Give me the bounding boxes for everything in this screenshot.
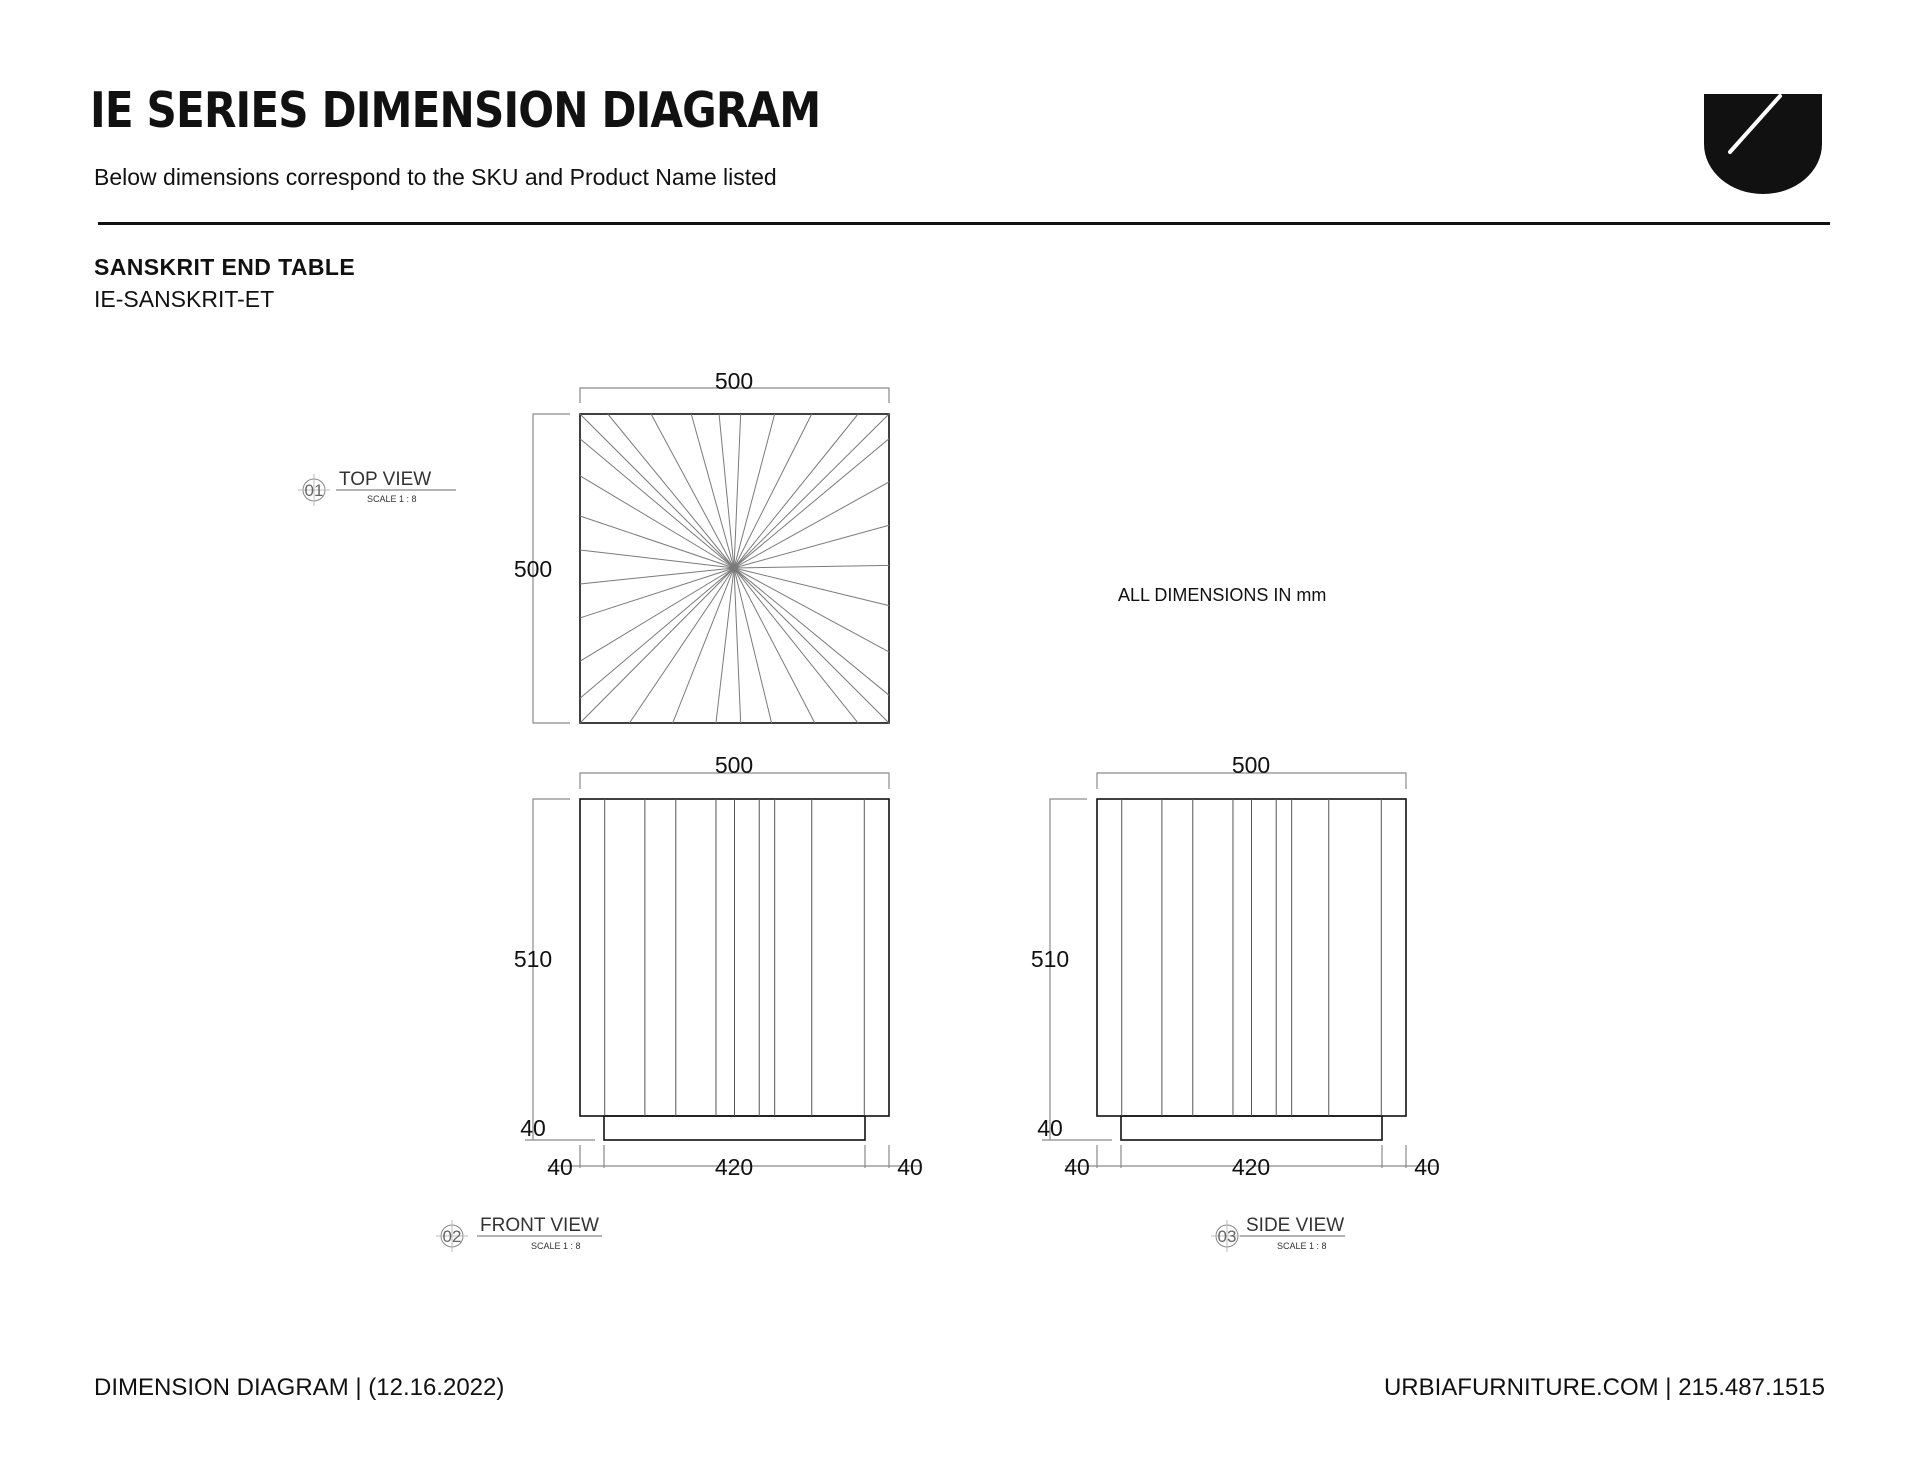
footer-document-info: DIMENSION DIAGRAM | (12.16.2022) [94, 1374, 505, 1401]
front-inset-left-label: 40 [547, 1154, 573, 1180]
side-base-outline [1121, 1116, 1382, 1140]
side-slats [1122, 799, 1382, 1116]
side-view-scale: SCALE 1 : 8 [1277, 1241, 1327, 1251]
sunburst-ray [608, 414, 734, 568]
side-base-width-label: 420 [1231, 1154, 1271, 1180]
page-subtitle: Below dimensions correspond to the SKU and Product Name listed [94, 164, 777, 190]
product-name: SANSKRIT END TABLE [94, 254, 356, 280]
front-height-label: 510 [513, 946, 553, 972]
sunburst-ray [734, 568, 815, 723]
front-base-width-dimension [547, 1145, 923, 1180]
sunburst-ray [734, 414, 812, 568]
sunburst-ray [691, 414, 734, 568]
sunburst-ray [580, 476, 734, 568]
footer-contact: URBIAFURNITURE.COM | 215.487.1515 [1383, 1374, 1825, 1401]
sunburst-ray [580, 414, 734, 568]
front-width-label: 500 [714, 752, 754, 778]
front-view-scale: SCALE 1 : 8 [531, 1241, 581, 1251]
side-inset-left-label: 40 [1064, 1154, 1090, 1180]
side-height-dimension [1031, 799, 1087, 1116]
sunburst-ray [580, 568, 734, 698]
sunburst-ray [734, 568, 889, 723]
front-inset-right-label: 40 [897, 1154, 923, 1180]
page-title: IE SERIES DIMENSION DIAGRAM [90, 82, 821, 139]
sunburst-ray [734, 568, 889, 652]
side-inset-right-label: 40 [1414, 1154, 1440, 1180]
top-view-marker [298, 469, 456, 506]
top-depth-label: 500 [513, 556, 553, 582]
side-width-dimension [1097, 752, 1406, 789]
front-base-height-dimension [520, 1115, 595, 1141]
sunburst-ray [734, 439, 889, 568]
front-base-height-label: 40 [520, 1115, 546, 1141]
side-view [1031, 752, 1440, 1252]
sunburst-ray [580, 516, 734, 568]
side-view-label: SIDE VIEW [1246, 1215, 1345, 1236]
sunburst-ray [734, 414, 889, 568]
product-sku: IE-SANSKRIT-ET [94, 286, 275, 312]
front-base-width-label: 420 [714, 1154, 754, 1180]
side-width-label: 500 [1231, 752, 1271, 778]
front-height-dimension [514, 799, 570, 1116]
front-width-dimension [580, 752, 889, 789]
top-width-label: 500 [714, 368, 754, 394]
top-view-scale: SCALE 1 : 8 [367, 494, 417, 504]
sunburst-ray [580, 439, 734, 568]
top-view-number: 01 [304, 481, 324, 500]
top-depth-dimension [514, 414, 570, 723]
front-view [436, 752, 923, 1252]
front-view-label: FRONT VIEW [480, 1215, 599, 1236]
sunburst-ray [734, 525, 889, 568]
side-base-height-dimension [1037, 1115, 1112, 1141]
sunburst-ray [580, 568, 734, 723]
side-base-height-label: 40 [1037, 1115, 1063, 1141]
sunburst-ray [734, 482, 889, 568]
front-base-outline [604, 1116, 865, 1140]
sunburst-ray [734, 414, 858, 568]
side-view-marker [1211, 1215, 1345, 1252]
sunburst-ray [580, 550, 734, 568]
top-view [298, 368, 889, 723]
top-view-label: TOP VIEW [339, 469, 432, 490]
side-height-label: 510 [1030, 946, 1070, 972]
top-width-dimension [580, 368, 889, 403]
front-view-marker [436, 1215, 602, 1252]
sunburst-ray [734, 565, 889, 568]
front-slats [605, 799, 865, 1116]
front-view-number: 02 [442, 1227, 462, 1246]
units-note: ALL DIMENSIONS IN mm [1118, 585, 1327, 605]
top-view-sunburst [580, 414, 889, 723]
side-base-width-dimension [1064, 1145, 1440, 1180]
side-view-number: 03 [1217, 1227, 1237, 1246]
